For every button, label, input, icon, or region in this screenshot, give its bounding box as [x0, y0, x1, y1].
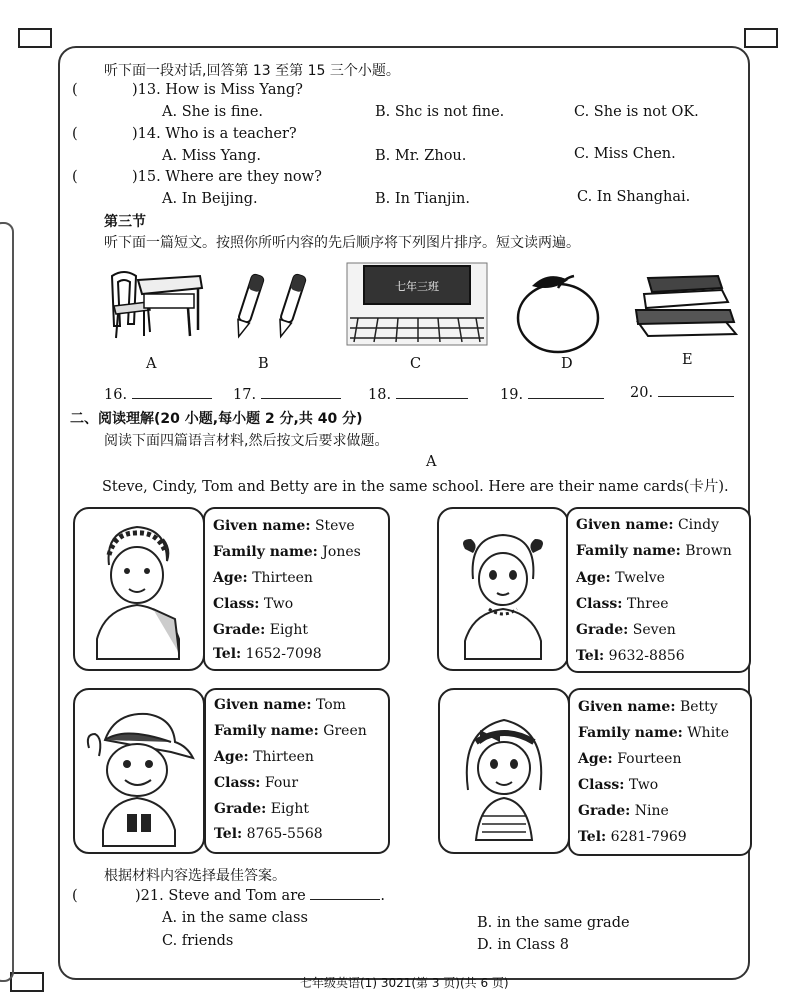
cindy-card-picture: [437, 507, 569, 671]
betty-class: Two: [628, 777, 659, 793]
q13-paren[interactable]: (: [72, 82, 78, 98]
tom-given-name: Tom: [315, 697, 346, 713]
betty-grade: Nine: [634, 803, 669, 819]
choose-instruction: 根据材料内容选择最佳答案。: [104, 868, 286, 884]
q21-option-d[interactable]: D. in Class 8: [477, 937, 570, 953]
q13-stem: )13. How is Miss Yang?: [132, 82, 303, 98]
answer-17-blank[interactable]: [261, 398, 341, 399]
picture-label-e: E: [682, 352, 693, 368]
q13-option-b[interactable]: B. Shc is not fine.: [375, 104, 505, 120]
tom-class: Four: [264, 775, 299, 791]
q15-paren[interactable]: (: [72, 169, 78, 185]
page-footer: 七年级英语(1) 3021(第 3 页)(共 6 页): [300, 976, 509, 990]
picture-label-b: B: [258, 356, 269, 372]
q15-stem: )15. Where are they now?: [132, 169, 322, 185]
q21-option-a[interactable]: A. in the same class: [162, 910, 308, 926]
betty-card-info: Given name: Betty Family name: White Age: Fourteen Class: Two Grade: Nine Tel: 6281-7969: [568, 688, 752, 856]
q21-option-c[interactable]: C. friends: [162, 933, 234, 949]
steve-grade: Eight: [269, 622, 309, 638]
q15-option-b[interactable]: B. In Tianjin.: [375, 191, 470, 207]
tom-card-info: Given name: Tom Family name: Green Age: Thirteen Class: Four Grade: Eight Tel: 8765-5568: [204, 688, 390, 854]
section3-instruction: 听下面一篇短文。按照你所听内容的先后顺序将下列图片排序。短文读两遍。: [104, 235, 580, 251]
steve-family-name: Jones: [322, 544, 361, 560]
answer-19: 19.: [500, 387, 604, 403]
q21-paren[interactable]: (: [72, 888, 78, 904]
blackboard-text: 七年三班: [395, 280, 439, 293]
answer-19-blank[interactable]: [528, 398, 604, 399]
q14-stem: )14. Who is a teacher?: [132, 126, 297, 142]
q21-blank[interactable]: [310, 899, 380, 900]
binding-tab: [0, 222, 14, 982]
corner-mark-top-left: [18, 28, 52, 48]
girl-avatar-icon: [439, 509, 567, 669]
tom-age: Thirteen: [253, 749, 314, 765]
q14-option-c[interactable]: C. Miss Chen.: [574, 146, 676, 162]
reading-instruction: 阅读下面四篇语言材料,然后按文后要求做题。: [104, 433, 389, 449]
boy-avatar-icon: [75, 509, 203, 669]
picture-label-a: A: [146, 356, 157, 372]
books-picture: [630, 270, 742, 342]
q13-option-c[interactable]: C. She is not OK.: [574, 104, 699, 120]
answer-18-blank[interactable]: [396, 398, 468, 399]
tom-family-name: Green: [323, 723, 367, 739]
girl-headband-avatar-icon: [440, 690, 568, 852]
betty-given-name: Betty: [679, 699, 718, 715]
corner-mark-bottom-left: [10, 972, 44, 992]
steve-age: Thirteen: [252, 570, 313, 586]
answer-16: 16.: [104, 387, 212, 403]
cindy-tel: 9632-8856: [608, 648, 685, 664]
boy-cap-avatar-icon: [75, 690, 203, 852]
steve-card-info: Given name: Steve Family name: Jones Age: Thirteen Class: Two Grade: Eight Tel: 1652-7098: [203, 507, 390, 671]
corner-mark-top-right: [744, 28, 778, 48]
tom-tel: 8765-5568: [246, 826, 323, 842]
answer-20: 20.: [630, 385, 734, 401]
picture-label-c: C: [410, 356, 422, 372]
steve-card-picture: [73, 507, 205, 671]
q15-option-c[interactable]: C. In Shanghai.: [577, 189, 691, 205]
q13-option-a[interactable]: A. She is fine.: [162, 104, 264, 120]
q21-option-b[interactable]: B. in the same grade: [477, 915, 630, 931]
answer-20-blank[interactable]: [658, 396, 734, 397]
tom-card-picture: [73, 688, 205, 854]
betty-card-picture: [438, 688, 570, 854]
q21-stem: )21. Steve and Tom are .: [135, 888, 385, 904]
steve-tel: 1652-7098: [245, 646, 322, 662]
betty-age: Fourteen: [617, 751, 682, 767]
cindy-given-name: Cindy: [677, 517, 720, 533]
cindy-grade: Seven: [632, 622, 676, 638]
pens-picture: [228, 270, 318, 346]
cindy-age: Twelve: [615, 570, 665, 586]
steve-given-name: Steve: [314, 518, 355, 534]
reading-part-title: 二、阅读理解(20 小题,每小题 2 分,共 40 分): [70, 411, 363, 427]
q14-option-a[interactable]: A. Miss Yang.: [162, 148, 261, 164]
answer-16-blank[interactable]: [132, 398, 212, 399]
passage-intro: Steve, Cindy, Tom and Betty are in the same school. Here are their name cards(卡片).: [102, 479, 729, 495]
section3-title: 第三节: [104, 214, 146, 230]
answer-17: 17.: [233, 387, 341, 403]
cindy-card-info: Given name: Cindy Family name: Brown Age: Twelve Class: Three Grade: Seven Tel: 9632-8856: [566, 507, 751, 673]
q14-paren[interactable]: (: [72, 126, 78, 142]
apple-picture: [512, 270, 604, 354]
betty-family-name: White: [687, 725, 730, 741]
listening-instruction: 听下面一段对话,回答第 13 至第 15 三个小题。: [104, 63, 400, 79]
picture-label-d: D: [561, 356, 573, 372]
steve-class: Two: [263, 596, 294, 612]
desk-chair-picture: [104, 266, 204, 342]
betty-tel: 6281-7969: [610, 829, 687, 845]
cindy-family-name: Brown: [685, 543, 732, 559]
answer-18: 18.: [368, 387, 468, 403]
tom-grade: Eight: [270, 801, 310, 817]
cindy-class: Three: [626, 596, 669, 612]
q14-option-b[interactable]: B. Mr. Zhou.: [375, 148, 467, 164]
q15-option-a[interactable]: A. In Beijing.: [162, 191, 258, 207]
classroom-picture: [346, 262, 488, 346]
passage-label: A: [426, 454, 437, 470]
